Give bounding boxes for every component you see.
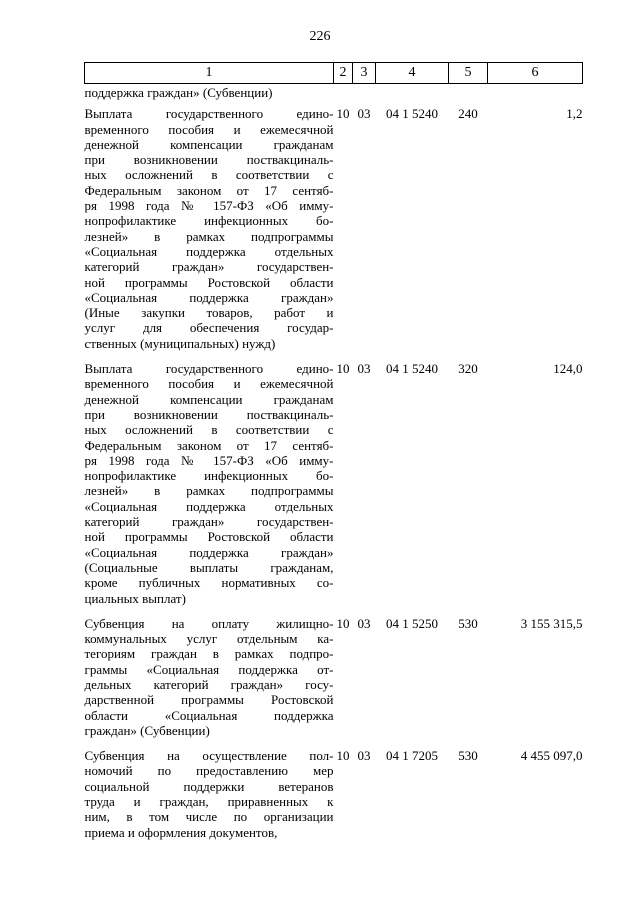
description-line: Федеральным законом от 17 сентяб- [84, 182, 334, 198]
description-line: коммунальных услуг отдельным ка- [84, 631, 334, 647]
description-line: категорий граждан» государствен- [84, 259, 334, 275]
description-line: нопрофилактике инфекционных бо- [84, 468, 334, 484]
row-section-code: 10 [336, 748, 350, 764]
row-target-article: 04 1 5240 [386, 361, 438, 377]
row-target-article: 04 1 5240 [386, 106, 438, 122]
description-line: кроме публичных нормативных со- [84, 575, 334, 591]
row-section-code: 10 [336, 361, 350, 377]
table-row [85, 106, 583, 361]
description-line: нопрофилактике инфекционных бо- [84, 213, 334, 229]
header-cell-5: 5 [449, 63, 488, 84]
description-line: временного пособия и ежемесячной [84, 121, 334, 137]
row-subsection-code: 03 [357, 361, 371, 377]
description-line: социальной поддержки ветеранов [84, 778, 334, 794]
description-line: «Социальная поддержка отдельных [84, 498, 334, 514]
description-line: циальных выплат) [84, 590, 186, 606]
description-line: (Социальные выплаты гражданам, [84, 559, 334, 575]
description-line: ря 1998 года № 157-ФЗ «Об имму- [84, 198, 334, 214]
description-line: лезней» в рамках подпрограммы [84, 483, 334, 499]
description-line: Субвенция на оплату жилищно- [84, 615, 334, 631]
row-target-article: 04 1 5250 [386, 615, 438, 631]
description-line: приема и оформления документов, [84, 824, 278, 840]
description-line: Субвенция на осуществление пол- [84, 748, 334, 764]
row-section-code: 10 [336, 615, 350, 631]
row-description [85, 106, 334, 361]
header-cell-1: 1 [85, 63, 334, 84]
description-line: лезней» в рамках подпрограммы [84, 228, 334, 244]
description-line: «Социальная поддержка отдельных [84, 243, 334, 259]
row-subsection-code: 03 [357, 748, 371, 764]
table-row [85, 361, 583, 616]
description-line: области «Социальная поддержка [84, 707, 334, 723]
row-amount: 3 155 315,5 [520, 615, 583, 631]
description-line: ственных (муниципальных) нужд) [84, 335, 276, 351]
continuation-text: поддержка граждан» (Субвенции) [84, 85, 273, 100]
page-number: 226 [309, 29, 331, 44]
description-line: ря 1998 года № 157-ФЗ «Об имму- [84, 452, 334, 468]
description-line: граждан» (Субвенции) [84, 722, 210, 738]
description-line: категорий граждан» государствен- [84, 514, 334, 530]
description-line: (Иные закупки товаров, работ и [84, 305, 334, 321]
row-expense-type: 530 [458, 748, 478, 764]
description-line: денежной компенсации гражданам [84, 391, 334, 407]
row-expense-type: 320 [458, 361, 478, 377]
description-line: труда и граждан, приравненных к [84, 794, 334, 810]
header-cell-6: 6 [488, 63, 583, 84]
description-line: номочий по предоставлению мер [84, 763, 334, 779]
description-line: тегориям граждан в рамках подпро- [84, 646, 334, 662]
header-cell-3: 3 [353, 63, 376, 84]
row-description [85, 748, 334, 850]
table-header-row [85, 63, 583, 84]
description-line: Федеральным законом от 17 сентяб- [84, 437, 334, 453]
row-description [85, 616, 334, 748]
description-line: при возникновении поствакциналь- [84, 406, 334, 422]
description-line: ных осложнений в соответствии с [84, 167, 334, 183]
row-subsection-code: 03 [357, 615, 371, 631]
header-cell-4: 4 [376, 63, 449, 84]
row-amount: 4 455 097,0 [520, 748, 583, 764]
description-line: граммы «Социальная поддержка от- [84, 661, 334, 677]
description-line: услуг для обеспечения государ- [84, 320, 334, 336]
description-line: временного пособия и ежемесячной [84, 376, 334, 392]
description-line: при возникновении поствакциналь- [84, 152, 334, 168]
description-line: ним, в том числе по организации [84, 809, 334, 825]
row-subsection-code: 03 [357, 106, 371, 122]
row-section-code: 10 [336, 106, 350, 122]
description-line: дельных категорий граждан» госу- [84, 676, 334, 692]
row-target-article: 04 1 7205 [386, 748, 438, 764]
description-line: «Социальная поддержка граждан» [84, 289, 334, 305]
description-line: ных осложнений в соответствии с [84, 422, 334, 438]
header-cell-2: 2 [334, 63, 353, 84]
row-expense-type: 530 [458, 615, 478, 631]
description-line: ной программы Ростовской области [84, 529, 334, 545]
description-line: ной программы Ростовской области [84, 274, 334, 290]
row-amount: 1,2 [566, 106, 583, 122]
row-amount: 124,0 [553, 361, 583, 377]
continuation-row [85, 84, 583, 107]
description-line: «Социальная поддержка граждан» [84, 544, 334, 560]
table-row [85, 616, 583, 748]
row-expense-type: 240 [458, 106, 478, 122]
description-line: денежной компенсации гражданам [84, 136, 334, 152]
description-line: дарственной программы Ростовской [84, 692, 334, 708]
description-line: Выплата государственного едино- [84, 361, 334, 377]
table-row [85, 748, 583, 850]
row-description [85, 361, 334, 616]
description-line: Выплата государственного едино- [84, 106, 334, 122]
budget-table [84, 62, 583, 850]
